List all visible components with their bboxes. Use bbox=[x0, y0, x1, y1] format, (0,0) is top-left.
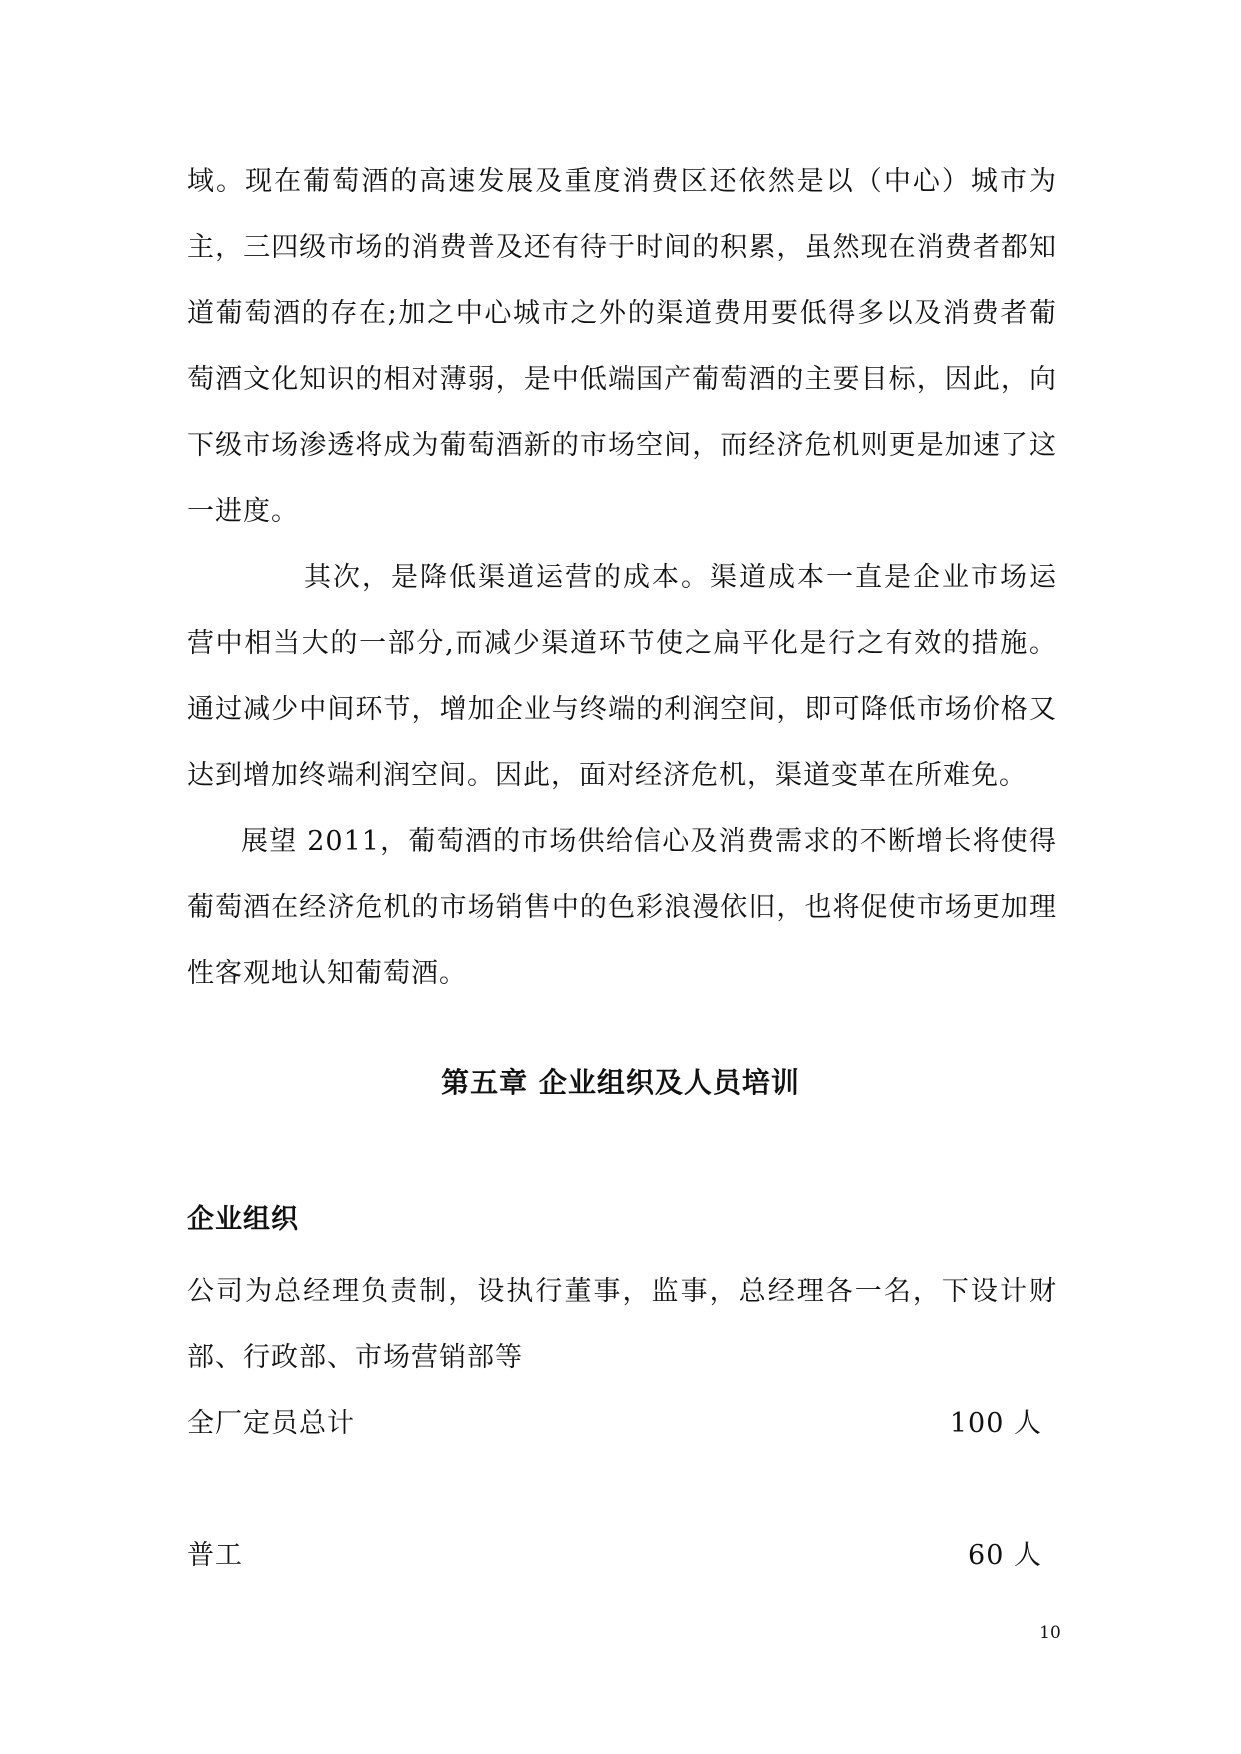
staff-row-label: 普工 bbox=[187, 1540, 243, 1571]
chapter-title: 第五章 企业组织及人员培训 bbox=[441, 1066, 800, 1099]
paragraph-market-expansion: 域。现在葡萄酒的高速发展及重度消费区还依然是以（中心）城市为主，三四级市场的消费普及还有待于时间的积累，虽然现在消费者都知道葡萄酒的存在;加之中心城市之外的渠道费用要低得多以及消费者葡萄酒文化知识的相对薄弱，是中低端国产葡萄酒的主要目标，因此，向下级市场渗透将成为葡萄酒新的市场空间，而经济危机则更是加速了这一进度。 bbox=[187, 166, 1057, 527]
staff-row-total bbox=[187, 1404, 1042, 1444]
paragraph-channel-cost: 其次，是降低渠道运营的成本。渠道成本一直是企业市场运营中相当大的一部分,而减少渠道环节使之扁平化是行之有效的措施。通过减少中间环节，增加企业与终端的利润空间，即可降低市场价格又达到增加终端利润空间。因此，面对经济危机，渠道变革在所难免。 bbox=[187, 562, 1057, 791]
section-heading: 企业组织 bbox=[187, 1204, 299, 1235]
paragraph-outlook-2011: 展望 2011，葡萄酒的市场供给信心及消费需求的不断增长将使得葡萄酒在经济危机的市场销售中的色彩浪漫依旧，也将促使市场更加理性客观地认知葡萄酒。 bbox=[187, 826, 1057, 989]
paragraph-organization: 公司为总经理负责制，设执行董事，监事，总经理各一名，下设计财部、行政部、市场营销部等 bbox=[187, 1276, 1057, 1373]
staff-row-label: 全厂定员总计 bbox=[187, 1408, 355, 1439]
page-number: 10 bbox=[1039, 1623, 1061, 1643]
staff-row-workers bbox=[187, 1536, 1042, 1576]
staff-row-value: 100 人 bbox=[949, 1408, 1042, 1439]
staff-row-value: 60 人 bbox=[968, 1540, 1042, 1571]
